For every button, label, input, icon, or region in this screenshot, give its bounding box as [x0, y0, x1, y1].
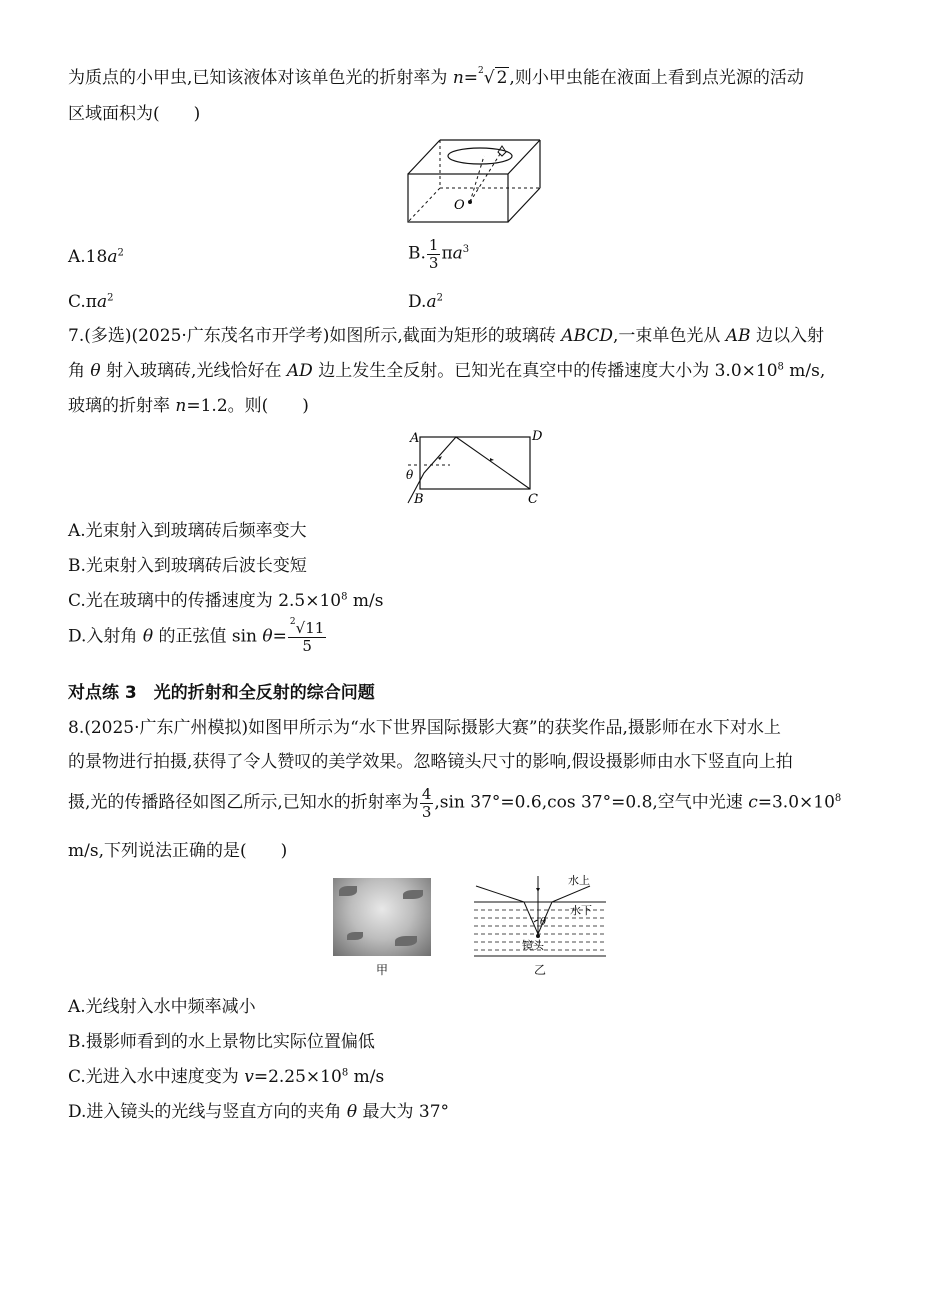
q7-option-d-eq: = [272, 626, 287, 647]
q7-option-c-text-a: C.光在玻璃中的传播速度为 2.5×10 [68, 591, 342, 611]
q7-text-3a: 玻璃的折射率 [68, 396, 176, 416]
q7-abcd: ABCD [561, 326, 613, 346]
q7-text-2a: 角 [68, 361, 91, 381]
q6-option-a-label: A.18 [68, 247, 108, 267]
q6-option-c[interactable] [68, 292, 114, 312]
q6-option-b-label: B. [408, 243, 426, 264]
q8-label-lens: 镜头 [522, 939, 544, 952]
q8-option-d-text-a: D.进入镜头的光线与竖直方向的夹角 [68, 1102, 347, 1122]
q8-option-c-text-b: =2.25×10 [253, 1067, 342, 1087]
q6-line-1 [68, 68, 804, 88]
q8-option-c-v: v [244, 1067, 254, 1087]
q6-option-d-label: D. [408, 292, 427, 312]
q7-line-1 [68, 326, 824, 346]
q7-option-d-num: $^2$√11 [289, 617, 325, 637]
q7-fig-a: A [410, 431, 420, 446]
q6-option-b-var: a [452, 243, 463, 264]
q7-option-d[interactable] [68, 617, 327, 655]
q7-text-2c: 边上发生全反射。已知光在真空中的传播速度大小为 3.0×10 [312, 361, 778, 381]
q6-option-a-var: a [107, 247, 118, 267]
q8-frac [420, 786, 434, 820]
q7-option-d-radicand: 11 [305, 619, 325, 637]
q8-c-var: c [748, 792, 758, 813]
q7-option-d-den: 5 [302, 636, 312, 655]
q8-diagram-yi [472, 870, 612, 960]
q8-option-c[interactable] [68, 1062, 384, 1087]
q6-option-a-sup: 2 [117, 247, 124, 259]
q6-fig-label-o: O [454, 198, 465, 213]
q8-text-3b: ,sin 37°=0.6,cos 37°=0.8,空气中光速 [434, 792, 749, 813]
q8-line-2: 的景物进行拍摄,获得了令人赞叹的美学效果。忽略镜头尺寸的影响,假设摄影师由水下竖直向上拍 [68, 752, 793, 772]
q8-option-c-sup: 8 [341, 1067, 349, 1079]
q8-caption-yi: 乙 [534, 963, 547, 977]
q7-option-d-text-a: D.入射角 [68, 626, 143, 647]
q6-text-1b: ,则小甲虫能在液面上看到点光源的活动 [509, 68, 804, 88]
q6-n-var: n [452, 68, 464, 88]
q6-text-1a: 为质点的小甲虫,已知该液体对该单色光的折射率为 [68, 68, 453, 88]
q7-ab: AB [725, 326, 751, 346]
q7-option-d-theta-2: θ [262, 626, 273, 647]
q8-option-b[interactable]: B.摄影师看到的水上景物比实际位置偏低 [68, 1032, 375, 1052]
q7-n-var: n [175, 396, 187, 416]
q7-glass-brick-figure [398, 425, 558, 505]
q6-option-b[interactable] [408, 237, 469, 271]
q6-line-2: 区域面积为( ) [68, 104, 201, 124]
q7-theta: θ [90, 361, 101, 381]
section-title: 对点练 3 光的折射和全反射的综合问题 [68, 683, 375, 703]
q7-sup-2: 8 [777, 361, 784, 373]
q8-frac-den: 3 [421, 802, 432, 821]
q8-frac-num: 4 [421, 785, 432, 803]
q8-sup-3: 8 [834, 792, 842, 804]
q6-option-b-frac [427, 237, 441, 271]
q6-option-c-label: C.π [68, 292, 97, 312]
lens-icon [536, 934, 540, 938]
q8-photo-jia [333, 878, 431, 956]
q8-line-3 [68, 786, 841, 820]
q7-line-2 [68, 361, 825, 381]
q8-option-d-theta: θ [346, 1102, 358, 1122]
q7-text-1b: ,一束单色光从 [612, 326, 726, 346]
q7-option-c[interactable] [68, 586, 383, 611]
q8-option-d[interactable] [68, 1097, 449, 1122]
q7-fig-d: D [532, 429, 543, 444]
q7-line-3 [68, 396, 309, 416]
q6-option-d-var: a [426, 292, 437, 312]
q8-option-a[interactable]: A.光线射入水中频率减小 [68, 997, 256, 1017]
q6-option-b-num: 1 [428, 236, 439, 254]
q6-option-a[interactable] [68, 247, 124, 267]
q8-option-d-text-b: 最大为 37° [357, 1102, 450, 1122]
q8-text-3a: 摄,光的传播路径如图乙所示,已知水的折射率为 [68, 792, 419, 813]
q7-fig-theta: θ [406, 468, 414, 482]
q7-option-d-frac [288, 617, 326, 655]
q7-fig-c: C [528, 492, 538, 505]
q6-option-c-sup: 2 [107, 292, 114, 304]
q8-option-c-text-a: C.光进入水中速度变为 [68, 1067, 245, 1087]
q6-root-radicand: 2 [496, 68, 508, 88]
q7-text-3b: =1.2。则( ) [186, 396, 309, 416]
q8-option-c-text-c: m/s [348, 1067, 385, 1087]
q8-line-4: m/s,下列说法正确的是( ) [68, 841, 288, 861]
q7-text-2b: 射入玻璃砖,光线恰好在 [100, 361, 287, 381]
q6-option-b-den: 3 [428, 253, 439, 272]
q7-option-d-theta: θ [142, 626, 154, 647]
q7-ad: AD [286, 361, 313, 381]
q7-fig-b: B [414, 492, 424, 505]
q7-text-1c: 边以入射 [750, 326, 824, 346]
q7-option-c-sup: 8 [341, 591, 348, 603]
q6-root: $^2$√ 2 [478, 66, 508, 88]
q6-eq: = [463, 68, 479, 88]
q8-label-theta: θ [540, 917, 547, 928]
q7-text-2d: m/s, [783, 361, 826, 381]
q7-option-a[interactable]: A.光束射入到玻璃砖后频率变大 [68, 521, 307, 541]
q6-option-c-var: a [96, 292, 108, 312]
q6-option-d-sup: 2 [436, 292, 443, 304]
q8-text-3c: =3.0×10 [757, 792, 835, 813]
q6-option-d[interactable] [408, 292, 443, 312]
q7-option-c-text-b: m/s [347, 591, 384, 611]
q6-option-b-sup: 3 [462, 243, 470, 255]
q6-root-index: 2 [478, 66, 484, 76]
q6-cuboid-figure [400, 132, 550, 228]
q8-line-1: 8.(2025·广东广州模拟)如图甲所示为“水下世界国际摄影大赛”的获奖作品,摄影师在水下对水上 [68, 718, 781, 738]
q8-caption-jia: 甲 [376, 963, 389, 977]
q8-label-below: 水下 [570, 904, 592, 917]
q7-option-b[interactable]: B.光束射入到玻璃砖后波长变短 [68, 556, 307, 576]
q7-text-1a: 7.(多选)(2025·广东茂名市开学考)如图所示,截面为矩形的玻璃砖 [68, 326, 562, 346]
q7-option-d-root-index: 2 [289, 617, 296, 627]
q7-option-d-text-b: 的正弦值 sin [153, 626, 263, 647]
q8-label-above: 水上 [568, 874, 590, 887]
q6-option-b-pi: π [441, 243, 453, 264]
